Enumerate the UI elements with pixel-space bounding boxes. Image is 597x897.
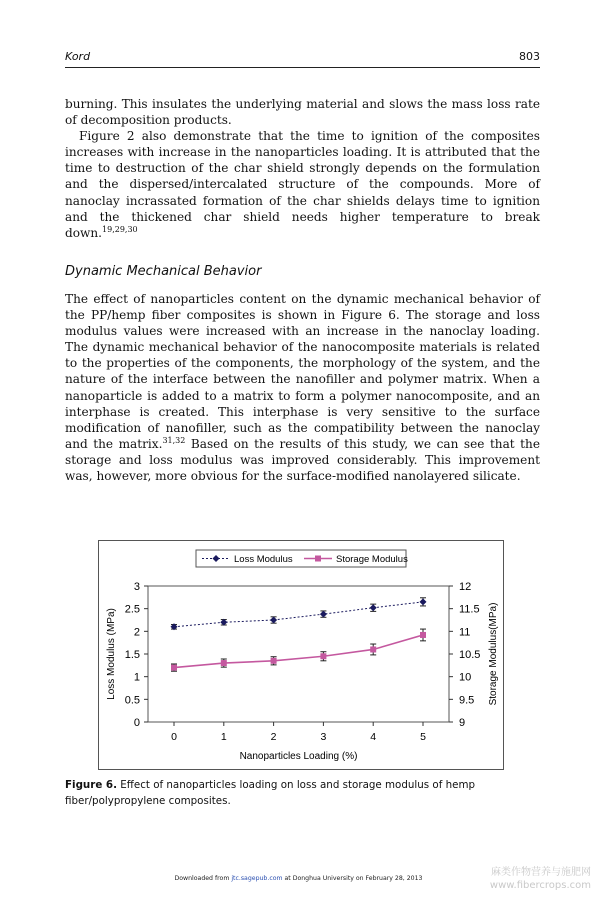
x-tick-label: 1	[220, 731, 227, 743]
left-tick-label: 0	[133, 717, 140, 729]
header-rule	[65, 67, 540, 68]
legend-storage-modulus-label: Storage Modulus	[336, 554, 408, 565]
x-axis-label: Nanoparticles Loading (%)	[239, 751, 358, 762]
footer-suffix: at Donghua University on February 28, 2013	[282, 875, 423, 882]
paragraph-1: burning. This insulates the underlying material and slows the mass loss rate of decomposition products.	[65, 97, 540, 128]
right-tick-label: 12	[459, 581, 472, 593]
x-tick-label: 0	[171, 731, 177, 743]
x-tick-label: 3	[320, 731, 327, 743]
paragraph-3-text-a: The effect of nanoparticles content on the dynamic mechanical behavior of the PP/hemp fiber composites is shown in Figure 6. The storage and loss modulus values were increased with an increase in the nanoclay loading. The dynamic mechanical behavior of the nanocomposite materials is related to the properties of the components, the morphology of the system, and the nature of the interface between the nanofiller and polymer matrix. When a nanoparticle is added to a matrix to form a polymer nanocomposite, and an interphase is created. This interphase is very sensitive to the surface modification of nanofiller, such as the compatibility between the nanoclay and the matrix.	[65, 292, 540, 451]
paragraph-3	[65, 291, 540, 484]
watermark-line-1: 麻类作物营养与施肥网	[491, 867, 591, 878]
page-number: 803	[519, 50, 540, 63]
paragraph-3-text-b: Based on the results of this study, we can see that the storage and loss modulus was improved considerably. This improvement was, however, more obvious for the surface-modified nanolayered silicate.	[65, 436, 540, 484]
series-storage-modulus-point	[420, 632, 426, 638]
caption-label: Figure 6.	[65, 779, 117, 791]
plot-area	[148, 586, 449, 722]
series-storage-modulus-point	[271, 658, 277, 664]
watermark	[490, 866, 591, 892]
left-axis-label: Loss Modulus (MPa)	[106, 608, 117, 700]
figure-6	[98, 540, 504, 770]
right-tick-label: 11	[459, 626, 471, 639]
left-tick-label: 1.5	[124, 649, 140, 661]
body-text-top	[65, 96, 540, 241]
body-text-section	[65, 291, 540, 484]
paragraph-2	[65, 128, 540, 241]
x-tick-label: 5	[420, 731, 426, 743]
left-tick-label: 3	[133, 581, 140, 593]
x-tick-label: 4	[370, 731, 377, 743]
paragraph-3-refs: 31,32	[162, 435, 186, 445]
footer-link[interactable]: jtc.sagepub.com	[231, 875, 283, 882]
series-storage-modulus-point	[221, 660, 227, 666]
left-tick-label: 2.5	[124, 603, 140, 616]
caption-text: Effect of nanoparticles loading on loss and storage modulus of hemp fiber/polypropylene composites.	[65, 779, 476, 807]
right-tick-label: 9.5	[459, 694, 475, 707]
series-storage-modulus-line	[174, 635, 423, 668]
series-loss-modulus-line	[174, 602, 423, 627]
paragraph-2-text: Figure 2 also demonstrate that the time to ignition of the composites increases with increase in the nanoparticles loading. It is attributed that the time to destruction of the char shield strongly depends on the formulation and the dispersed/intercalated structure of the compounds. More of nanoclay incrassated formation of the char shields delays time to ignition and the thickened char shield needs higher temperature to break down.	[65, 129, 540, 240]
figure-6-chart	[99, 541, 503, 769]
figure-caption	[65, 777, 540, 809]
watermark-line-2: www.fibercrops.com	[489, 880, 591, 891]
series-storage-modulus-point	[171, 665, 177, 671]
paragraph-2-refs: 19,29,30	[102, 224, 138, 234]
footer-prefix: Downloaded from	[174, 875, 232, 882]
right-tick-label: 11.5	[459, 603, 480, 616]
left-tick-label: 0.5	[124, 694, 140, 707]
series-storage-modulus-point	[370, 646, 376, 652]
right-tick-label: 10.5	[459, 649, 481, 661]
right-tick-label: 10	[459, 671, 472, 684]
running-header-author: Kord	[65, 50, 91, 63]
series-loss-modulus-point	[370, 604, 377, 611]
section-heading: Dynamic Mechanical Behavior	[65, 264, 262, 279]
series-loss-modulus-point	[420, 598, 427, 605]
series-loss-modulus-point	[320, 611, 327, 618]
series-storage-modulus-point	[320, 653, 326, 659]
legend-loss-modulus-label: Loss Modulus	[234, 554, 293, 565]
left-tick-label: 1	[133, 671, 140, 684]
left-tick-label: 2	[133, 626, 140, 639]
right-axis-label: Storage Modulus(MPa)	[488, 602, 499, 706]
running-header	[65, 50, 540, 66]
legend-storage-modulus-marker	[315, 556, 321, 562]
x-tick-label: 2	[270, 731, 277, 743]
right-tick-label: 9	[459, 717, 466, 729]
series-loss-modulus-point	[270, 617, 277, 624]
